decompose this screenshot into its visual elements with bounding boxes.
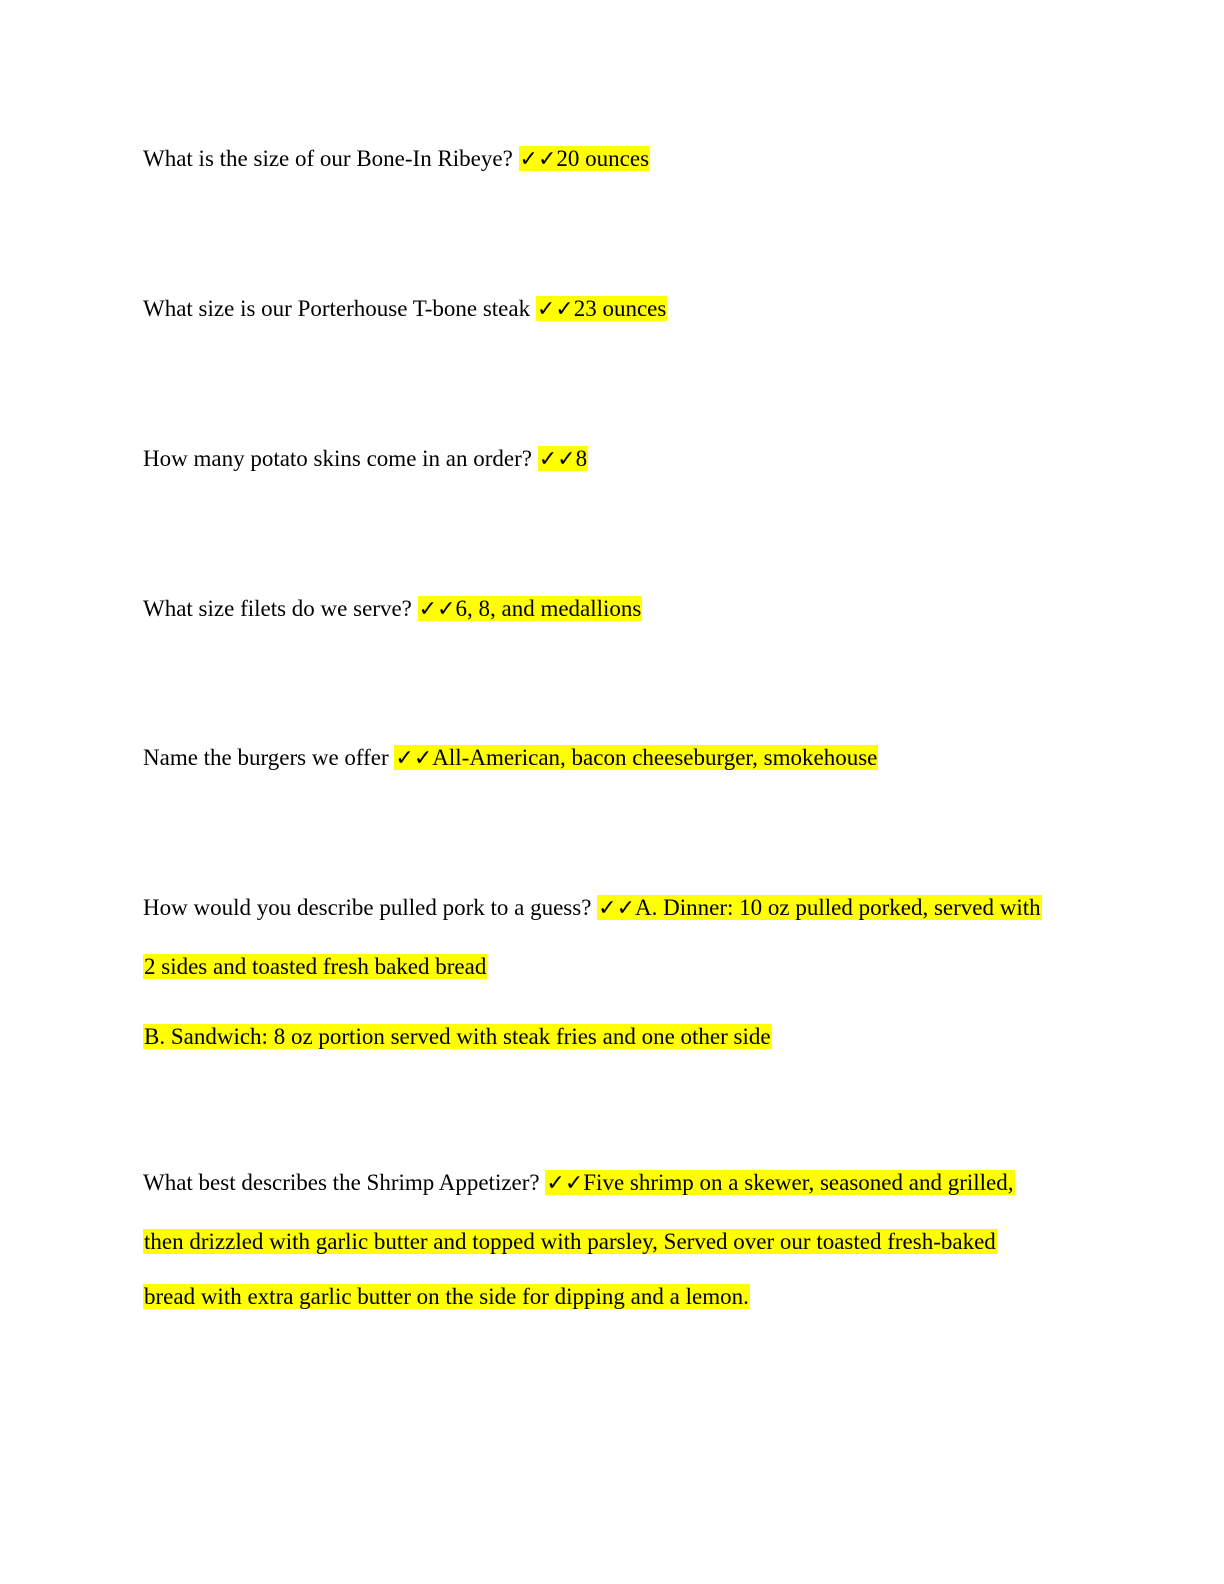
answer-text: Five shrimp on a skewer, seasoned and grilled, — [583, 1170, 1014, 1195]
answer-text: then drizzled with garlic butter and topped with parsley, Served over our toasted fresh-baked — [144, 1229, 996, 1254]
answer-continuation-line — [143, 1021, 772, 1053]
qa-item-1 — [143, 143, 650, 176]
double-check-icon: ✓✓ — [546, 1171, 584, 1196]
qa-item-2 — [143, 293, 667, 326]
answer-highlight — [394, 745, 878, 770]
answer-continuation-line — [143, 1281, 750, 1313]
question-text: What size filets do we serve? — [143, 596, 412, 621]
answer-text: All-American, bacon cheeseburger, smokehouse — [432, 745, 878, 770]
double-check-icon: ✓✓ — [418, 597, 456, 622]
question-text: How many potato skins come in an order? — [143, 446, 532, 471]
qa-item-4 — [143, 593, 642, 626]
answer-text: bread with extra garlic butter on the side for dipping and a lemon. — [144, 1284, 749, 1309]
double-check-icon: ✓✓ — [598, 896, 636, 921]
double-check-icon: ✓✓ — [395, 746, 433, 771]
double-check-icon: ✓✓ — [538, 447, 576, 472]
question-text: What best describes the Shrimp Appetizer? — [143, 1170, 540, 1195]
answer-highlight — [536, 296, 668, 321]
answer-text: 23 ounces — [573, 296, 667, 321]
answer-text: B. Sandwich: 8 oz portion served with steak fries and one other side — [144, 1024, 771, 1049]
answer-highlight — [545, 1170, 1014, 1195]
qa-item-7 — [143, 1167, 1015, 1200]
answer-text: 6, 8, and medallions — [455, 596, 642, 621]
double-check-icon: ✓✓ — [536, 297, 574, 322]
answer-text: 2 sides and toasted fresh baked bread — [144, 954, 487, 979]
question-text: What size is our Porterhouse T-bone steak — [143, 296, 531, 321]
double-check-icon: ✓✓ — [519, 147, 557, 172]
answer-text: 20 ounces — [556, 146, 650, 171]
question-text: How would you describe pulled pork to a guess? — [143, 895, 592, 920]
answer-highlight — [538, 446, 588, 471]
answer-continuation-line — [143, 1226, 997, 1258]
question-text: What is the size of our Bone-In Ribeye? — [143, 146, 513, 171]
answer-text: 8 — [575, 446, 588, 471]
qa-item-6 — [143, 892, 1042, 925]
answer-text: A. Dinner: 10 oz pulled porked, served with — [635, 895, 1041, 920]
answer-highlight — [418, 596, 643, 621]
qa-item-3 — [143, 443, 588, 476]
answer-highlight — [519, 146, 651, 171]
answer-continuation-line — [143, 951, 487, 983]
answer-highlight — [597, 895, 1041, 920]
qa-item-5 — [143, 742, 878, 775]
question-text: Name the burgers we offer — [143, 745, 389, 770]
